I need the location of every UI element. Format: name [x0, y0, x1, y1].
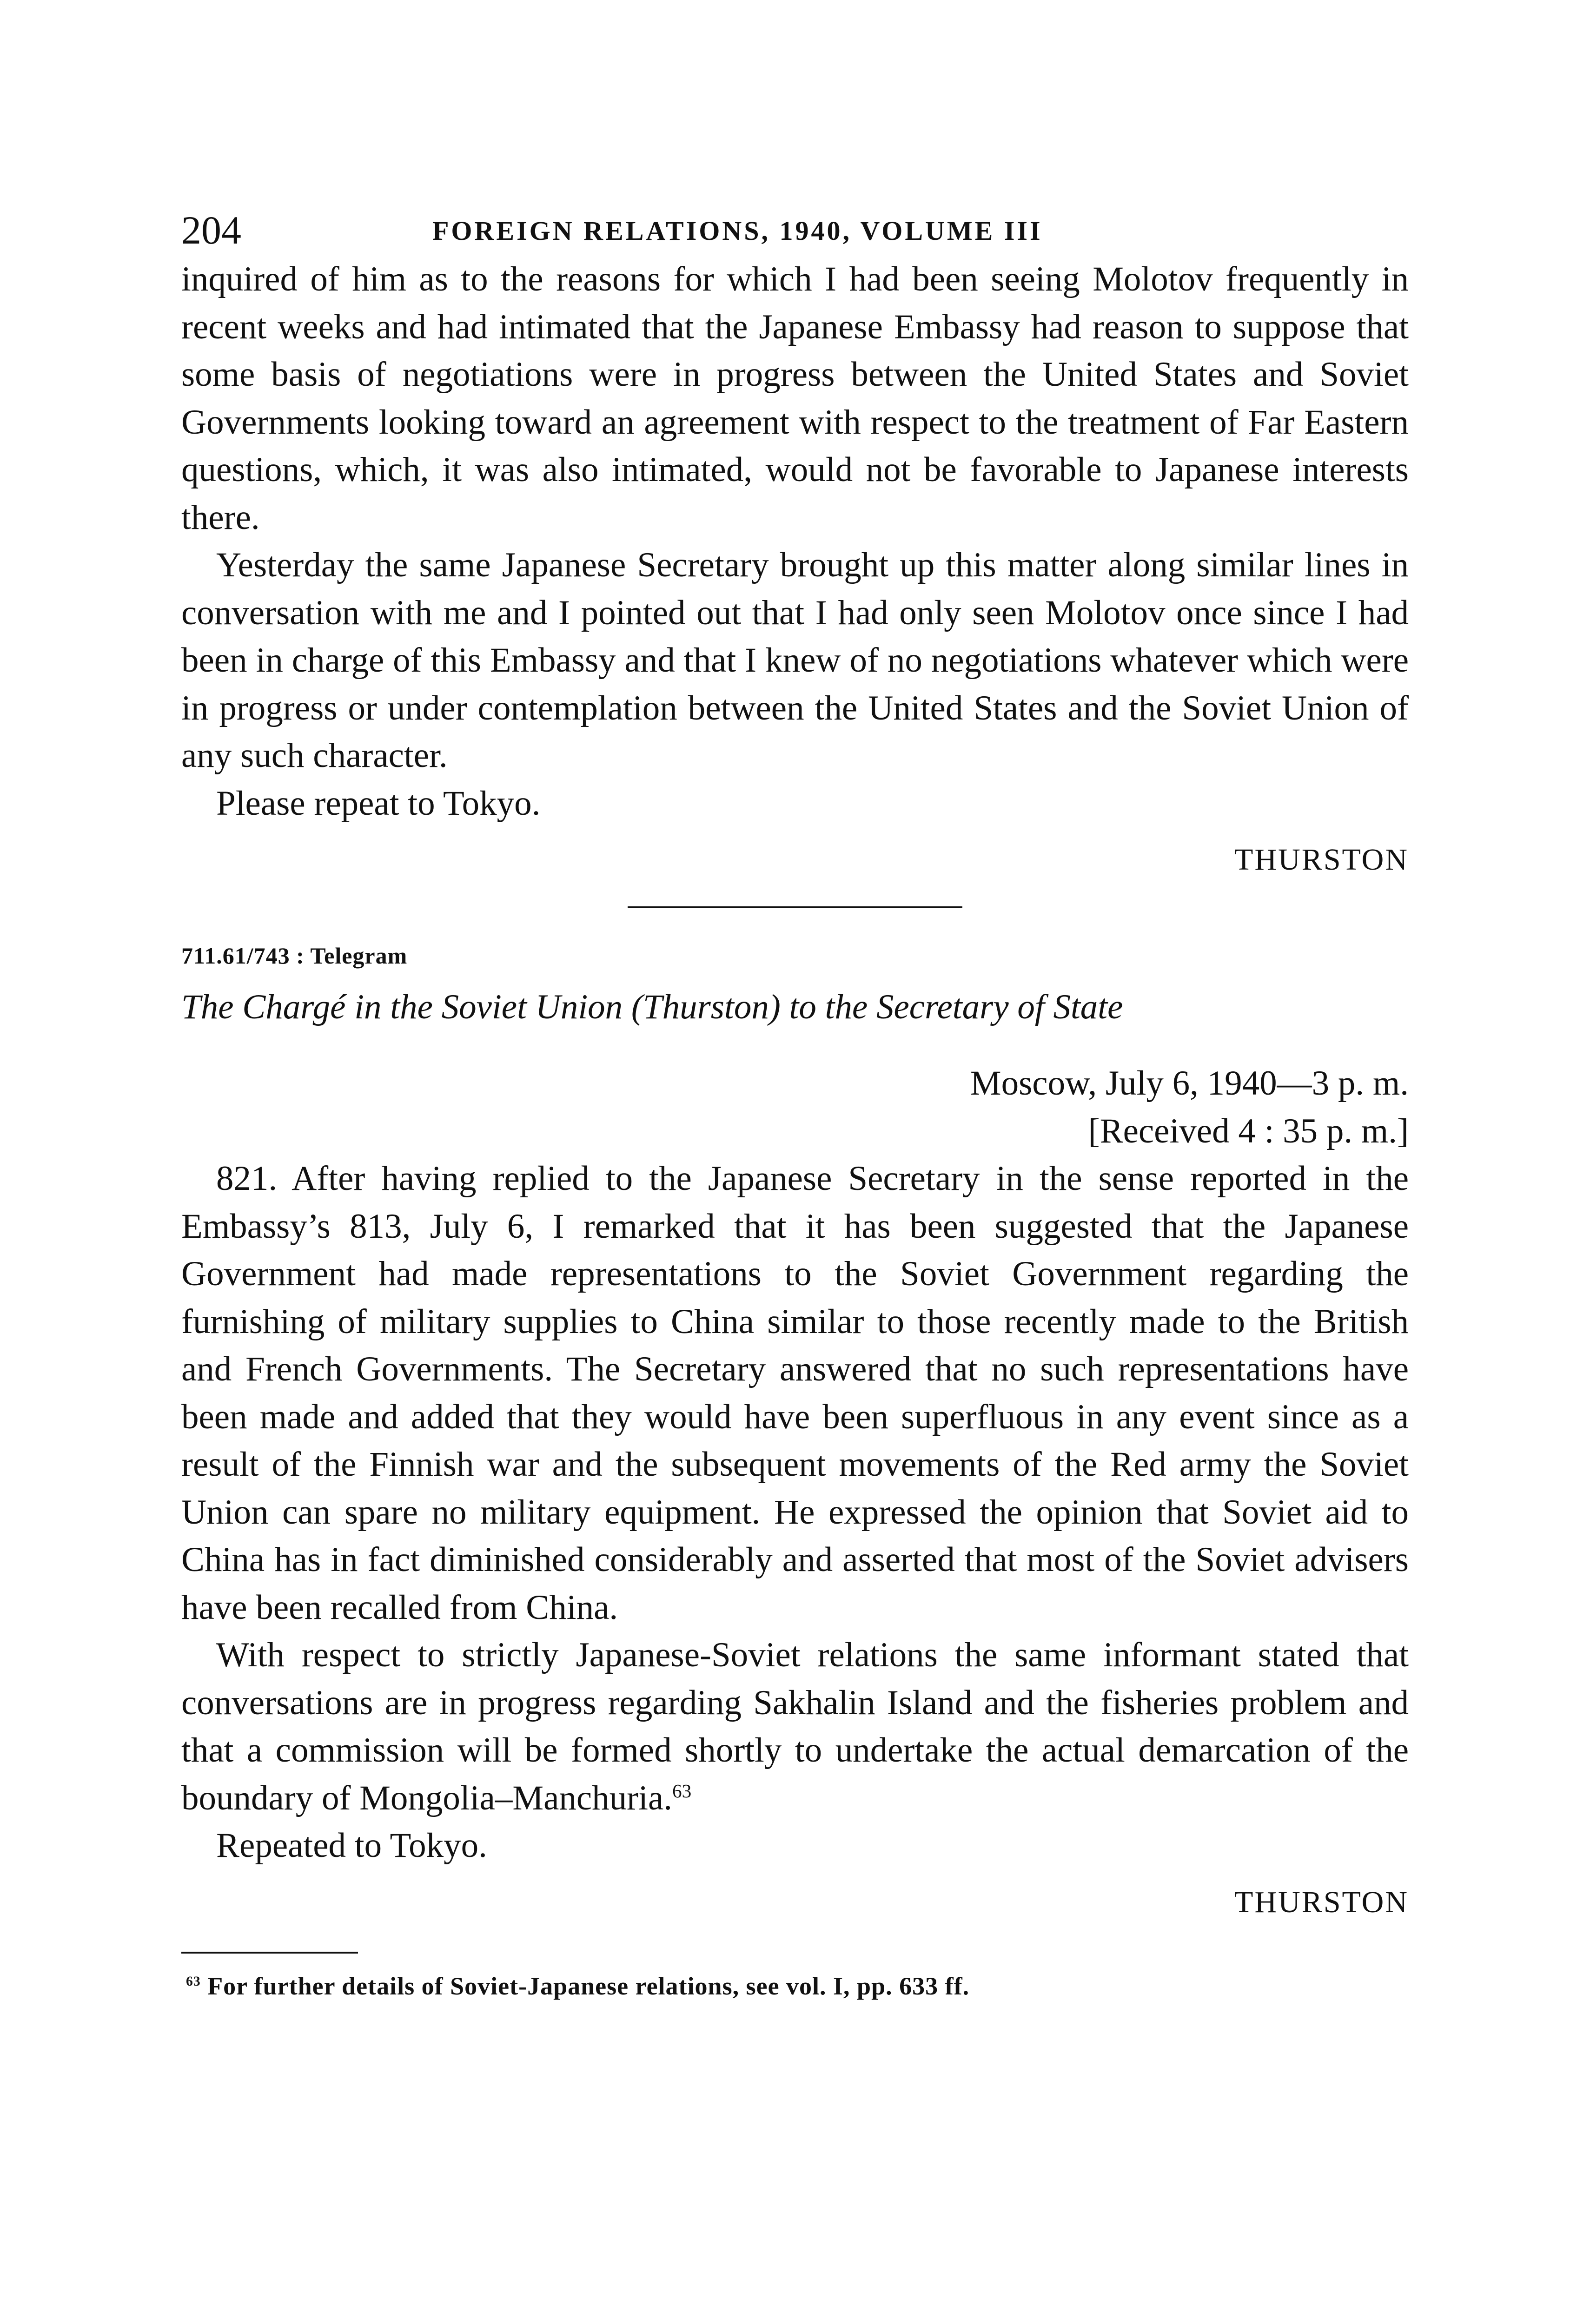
document-page — [181, 205, 1409, 2005]
telegram-paragraph: Repeated to Tokyo. — [216, 1826, 487, 1865]
footnote-mark: 63 — [186, 1974, 201, 1989]
footnote-text: For further details of Soviet-Japanese relations, see vol. I, pp. 633 ff. — [207, 1972, 970, 2000]
footnote-divider — [181, 1952, 358, 1954]
telegram-body — [181, 1155, 1409, 1870]
dateline — [181, 1060, 1409, 1155]
telegram-paragraph: 821. After having replied to the Japanese Secretary in the sense reported in the Embassy’s 813, July 6, I remarked that it has been suggested that the Japanese Government had made representations to the Soviet Government regarding the furnishing of military supplies to China similar to those recently made to the British and French Governments. The Secretary answered that no such representations have been made and added that they would have been superfluous in any event since as a result of the Finnish war and the subsequent movements of the Red army the Soviet Union can spare no military equipment. He expressed the opinion that Soviet aid to China has in fact diminished considerably and asserted that most of the Soviet advisers have been recalled from China. — [181, 1159, 1409, 1627]
signature: THURSTON — [1234, 843, 1409, 877]
signature: THURSTON — [1234, 1885, 1409, 1919]
continuation-paragraph: Yesterday the same Japanese Secretary brought up this matter along similar lines in conversation with me and I pointed out that I had only seen Molotov once since I had been in charge of this Embassy and that I knew of no negotiations whatever which were in progress or under contemplation between the United States and the Soviet Union of any such character. — [181, 546, 1409, 775]
dateline-sent: Moscow, July 6, 1940—3 p. m. — [970, 1064, 1409, 1103]
document-heading: The Chargé in the Soviet Union (Thurston) to the Secretary of State — [181, 988, 1123, 1026]
file-reference: 711.61/743 : Telegram — [181, 943, 408, 969]
telegram-paragraph — [181, 1631, 1409, 1822]
continuation-paragraph: inquired of him as to the reasons for which I had been seeing Molotov frequently in recent weeks and had intimated that the Japanese Embassy had reason to suppose that some basis of negotiations were in progress between the United States and Soviet Governments looking toward an agreement with respect to the treatment of Far Eastern questions, which, it was also intimated, would not be favorable to Japanese interests there. — [181, 260, 1409, 537]
continuation-paragraph: Please repeat to Tokyo. — [216, 784, 541, 823]
page-number: 204 — [181, 208, 241, 252]
dateline-received: [Received 4 : 35 p. m.] — [1088, 1111, 1409, 1150]
section-divider — [628, 906, 962, 908]
footnote — [181, 1967, 1409, 2005]
running-head — [181, 205, 1409, 256]
telegram-paragraph-text: With respect to strictly Japanese-Soviet relations the same informant stated that conversations are in progress regarding Sakhalin Island and the fisheries problem and that a commission will be formed shortly to undertake the actual demarcation of the boundary of Mongolia–Manchuria. — [181, 1636, 1409, 1817]
running-title: FOREIGN RELATIONS, 1940, VOLUME III — [432, 216, 1043, 246]
continuation-text — [181, 256, 1409, 827]
footnote-reference: 63 — [672, 1780, 692, 1802]
